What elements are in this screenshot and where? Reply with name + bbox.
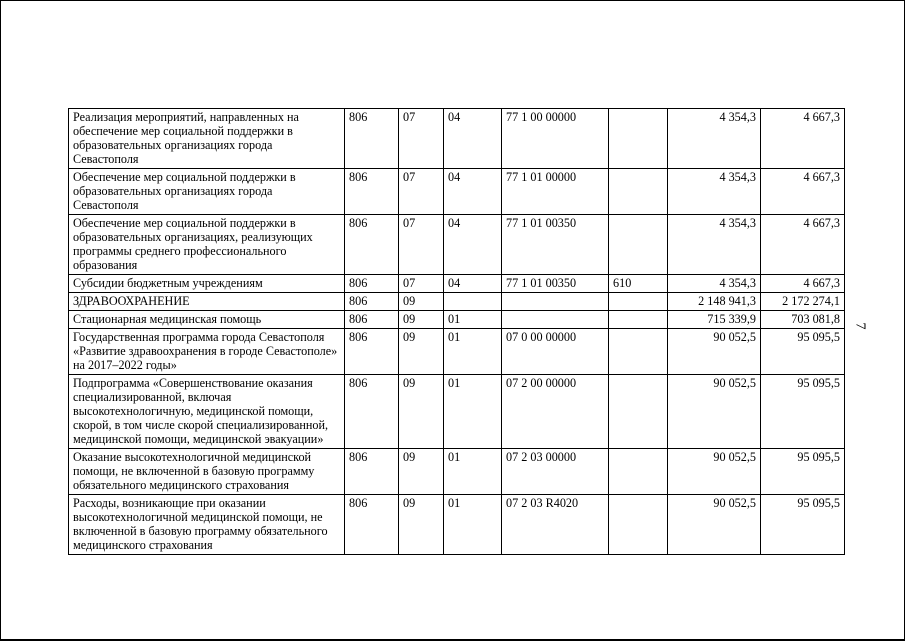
amount-year2-cell: 95 095,5: [761, 495, 845, 555]
section-code-cell: 07: [399, 215, 444, 275]
table-row: [69, 311, 845, 329]
subsection-code-cell: 04: [444, 109, 502, 169]
target-article-cell: 07 0 00 00000: [502, 329, 609, 375]
subsection-code-cell: 01: [444, 495, 502, 555]
row-name-cell: Государственная программа города Севастополя «Развитие здравоохранения в городе Севастополе» на 2017–2022 годы»: [69, 329, 345, 375]
row-name-cell: Оказание высокотехнологичной медицинской помощи, не включенной в базовую программу обязательного медицинского страхования: [69, 449, 345, 495]
row-name-cell: Субсидии бюджетным учреждениям: [69, 275, 345, 293]
table-row: [69, 449, 845, 495]
ministry-code-cell: 806: [345, 495, 399, 555]
subsection-code-cell: 01: [444, 329, 502, 375]
ministry-code-cell: 806: [345, 169, 399, 215]
ministry-code-cell: 806: [345, 275, 399, 293]
row-name-cell: Обеспечение мер социальной поддержки в образовательных организациях, реализующих программы среднего профессионального образования: [69, 215, 345, 275]
subsection-code-cell: 04: [444, 275, 502, 293]
target-article-cell: 77 1 01 00350: [502, 275, 609, 293]
target-article-cell: [502, 311, 609, 329]
expense-type-cell: [609, 449, 668, 495]
expense-type-cell: [609, 215, 668, 275]
ministry-code-cell: 806: [345, 293, 399, 311]
table-row: [69, 215, 845, 275]
budget-table: [68, 108, 845, 555]
table-row: [69, 109, 845, 169]
target-article-cell: 07 2 03 R4020: [502, 495, 609, 555]
target-article-cell: [502, 293, 609, 311]
target-article-cell: 77 1 00 00000: [502, 109, 609, 169]
target-article-cell: 07 2 00 00000: [502, 375, 609, 449]
target-article-cell: 77 1 01 00000: [502, 169, 609, 215]
amount-year1-cell: 90 052,5: [668, 449, 761, 495]
section-code-cell: 09: [399, 311, 444, 329]
table-row: [69, 169, 845, 215]
amount-year2-cell: 4 667,3: [761, 215, 845, 275]
section-code-cell: 09: [399, 449, 444, 495]
ministry-code-cell: 806: [345, 329, 399, 375]
amount-year1-cell: 90 052,5: [668, 329, 761, 375]
row-name-cell: Расходы, возникающие при оказании высокотехнологичной медицинской помощи, не включенной в базовую программу обязательного медицинского страхования: [69, 495, 345, 555]
expense-type-cell: [609, 169, 668, 215]
table-row: [69, 275, 845, 293]
amount-year2-cell: 95 095,5: [761, 375, 845, 449]
expense-type-cell: 610: [609, 275, 668, 293]
section-code-cell: 09: [399, 375, 444, 449]
subsection-code-cell: 04: [444, 215, 502, 275]
table-row: [69, 375, 845, 449]
expense-type-cell: [609, 495, 668, 555]
amount-year1-cell: 90 052,5: [668, 375, 761, 449]
amount-year2-cell: 95 095,5: [761, 449, 845, 495]
row-name-cell: Подпрограмма «Совершенствование оказания специализированной, включая высокотехнологичную, медицинской помощи, скорой, в том числе скорой специализированной, медицинской помощи, медицинской эвакуации»: [69, 375, 345, 449]
target-article-cell: 77 1 01 00350: [502, 215, 609, 275]
amount-year1-cell: 715 339,9: [668, 311, 761, 329]
amount-year1-cell: 2 148 941,3: [668, 293, 761, 311]
subsection-code-cell: 01: [444, 375, 502, 449]
section-code-cell: 07: [399, 169, 444, 215]
subsection-code-cell: 04: [444, 169, 502, 215]
amount-year2-cell: 95 095,5: [761, 329, 845, 375]
table-row: [69, 329, 845, 375]
subsection-code-cell: [444, 293, 502, 311]
expense-type-cell: [609, 311, 668, 329]
expense-type-cell: [609, 109, 668, 169]
amount-year1-cell: 90 052,5: [668, 495, 761, 555]
section-code-cell: 07: [399, 275, 444, 293]
section-code-cell: 07: [399, 109, 444, 169]
amount-year2-cell: 4 667,3: [761, 169, 845, 215]
expense-type-cell: [609, 329, 668, 375]
section-code-cell: 09: [399, 293, 444, 311]
row-name-cell: Стационарная медицинская помощь: [69, 311, 345, 329]
amount-year1-cell: 4 354,3: [668, 275, 761, 293]
amount-year1-cell: 4 354,3: [668, 169, 761, 215]
expense-type-cell: [609, 375, 668, 449]
table-row: [69, 495, 845, 555]
section-code-cell: 09: [399, 329, 444, 375]
amount-year1-cell: 4 354,3: [668, 215, 761, 275]
amount-year2-cell: 2 172 274,1: [761, 293, 845, 311]
amount-year1-cell: 4 354,3: [668, 109, 761, 169]
ministry-code-cell: 806: [345, 215, 399, 275]
table-body: [69, 109, 845, 555]
amount-year2-cell: 4 667,3: [761, 109, 845, 169]
target-article-cell: 07 2 03 00000: [502, 449, 609, 495]
ministry-code-cell: 806: [345, 375, 399, 449]
subsection-code-cell: 01: [444, 449, 502, 495]
page-number: 7: [852, 322, 868, 330]
row-name-cell: Реализация мероприятий, направленных на обеспечение мер социальной поддержки в образовательных организациях города Севастополя: [69, 109, 345, 169]
amount-year2-cell: 4 667,3: [761, 275, 845, 293]
expense-type-cell: [609, 293, 668, 311]
amount-year2-cell: 703 081,8: [761, 311, 845, 329]
section-code-cell: 09: [399, 495, 444, 555]
row-name-cell: ЗДРАВООХРАНЕНИЕ: [69, 293, 345, 311]
ministry-code-cell: 806: [345, 449, 399, 495]
row-name-cell: Обеспечение мер социальной поддержки в образовательных организациях города Севастополя: [69, 169, 345, 215]
ministry-code-cell: 806: [345, 109, 399, 169]
table-row: [69, 293, 845, 311]
ministry-code-cell: 806: [345, 311, 399, 329]
subsection-code-cell: 01: [444, 311, 502, 329]
